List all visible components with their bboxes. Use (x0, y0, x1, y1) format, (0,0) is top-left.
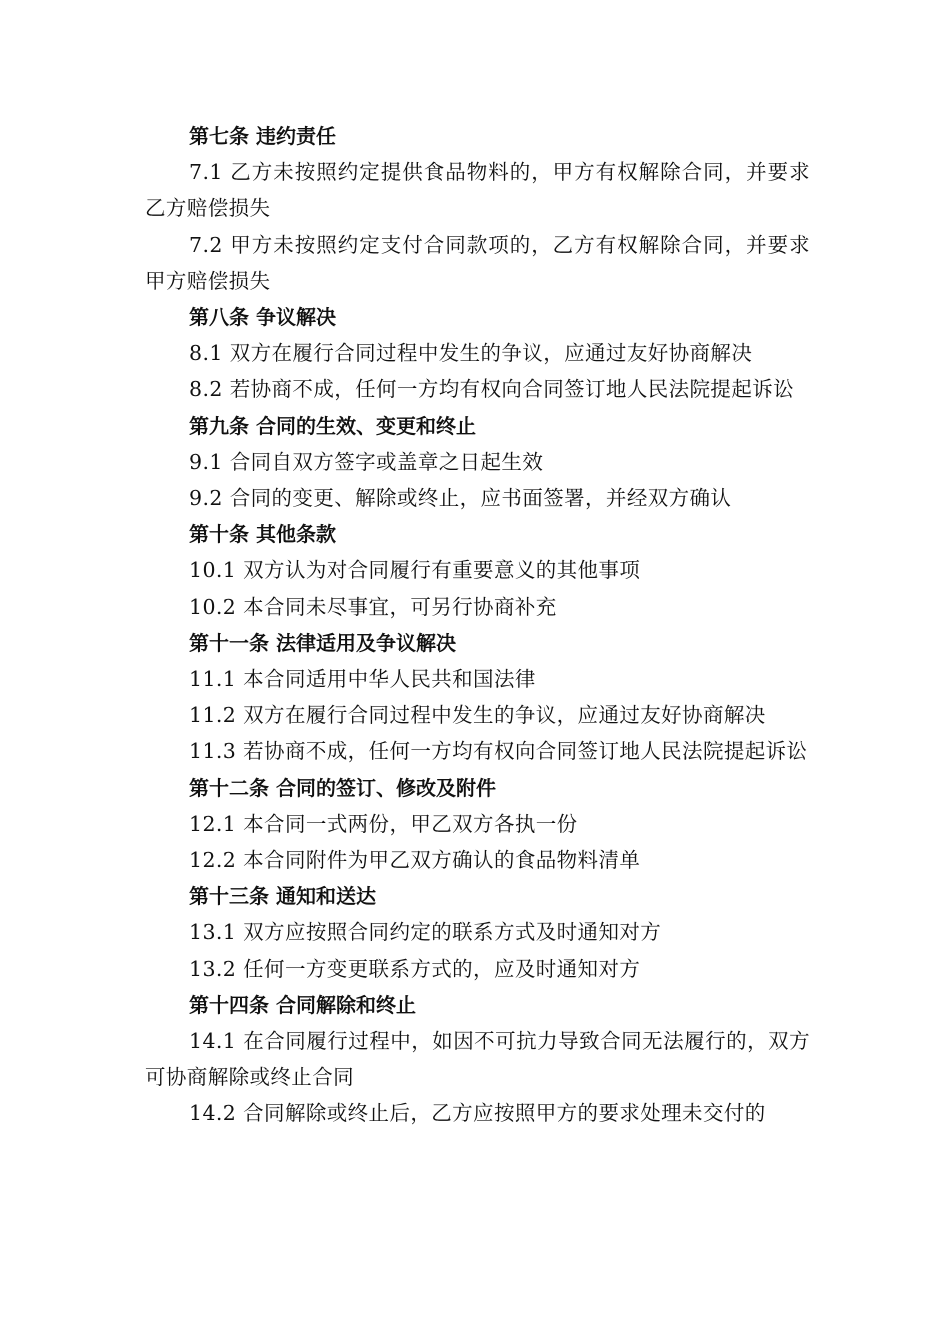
section-heading: 第七条 违约责任 (189, 124, 336, 148)
section-heading: 第十二条 合同的签订、修改及附件 (189, 775, 496, 800)
clause-text: 9.1 合同自双方签字或盖章之日起生效 (189, 449, 544, 474)
clause-text: 7.2 甲方未按照约定支付合同款项的，乙方有权解除合同，并要求甲方赔偿损失 (145, 232, 810, 293)
clause-text: 14.2 合同解除或终止后，乙方应按照甲方的要求处理未交付的 (189, 1101, 766, 1126)
section-article-10 (145, 516, 810, 625)
section-article-9 (145, 408, 810, 517)
clause-text: 10.2 本合同未尽事宜，可另行协商补充 (189, 594, 557, 619)
section-article-13 (145, 878, 810, 987)
clause-text: 13.1 双方应按照合同约定的联系方式及时通知对方 (189, 920, 662, 945)
clause-text: 8.2 若协商不成，任何一方均有权向合同签订地人民法院提起诉讼 (189, 377, 795, 402)
clause-text: 8.1 双方在履行合同过程中发生的争议，应通过友好协商解决 (189, 341, 753, 366)
clause-text: 11.3 若协商不成，任何一方均有权向合同签订地人民法院提起诉讼 (189, 739, 808, 764)
clause-text: 11.2 双方在履行合同过程中发生的争议，应通过友好协商解决 (189, 703, 766, 728)
section-heading: 第十条 其他条款 (189, 522, 336, 547)
section-article-12 (145, 770, 810, 879)
section-heading: 第十一条 法律适用及争议解决 (189, 630, 456, 655)
clause-text: 12.1 本合同一式两份，甲乙双方各执一份 (189, 811, 578, 836)
section-heading: 第十四条 合同解除和终止 (189, 992, 416, 1017)
clause-text: 13.2 任何一方变更联系方式的，应及时通知对方 (189, 956, 641, 981)
clause-text: 12.2 本合同附件为甲乙双方确认的食品物料清单 (189, 848, 641, 873)
section-heading: 第九条 合同的生效、变更和终止 (189, 413, 476, 438)
clause-text: 7.1 乙方未按照约定提供食品物料的，甲方有权解除合同，并要求乙方赔偿损失 (145, 160, 810, 221)
section-article-7 (145, 118, 810, 299)
section-article-11 (145, 625, 810, 770)
contract-body (145, 118, 810, 1132)
clause-text: 11.1 本合同适用中华人民共和国法律 (189, 667, 536, 692)
section-article-14 (145, 987, 810, 1132)
section-heading: 第八条 争议解决 (189, 305, 336, 330)
clause-text: 10.1 双方认为对合同履行有重要意义的其他事项 (189, 558, 641, 583)
section-article-8 (145, 299, 810, 408)
clause-text: 14.1 在合同履行过程中，如因不可抗力导致合同无法履行的，双方可协商解除或终止合同 (145, 1029, 810, 1090)
section-heading: 第十三条 通知和送达 (189, 884, 376, 909)
clause-text: 9.2 合同的变更、解除或终止，应书面签署，并经双方确认 (189, 486, 732, 511)
